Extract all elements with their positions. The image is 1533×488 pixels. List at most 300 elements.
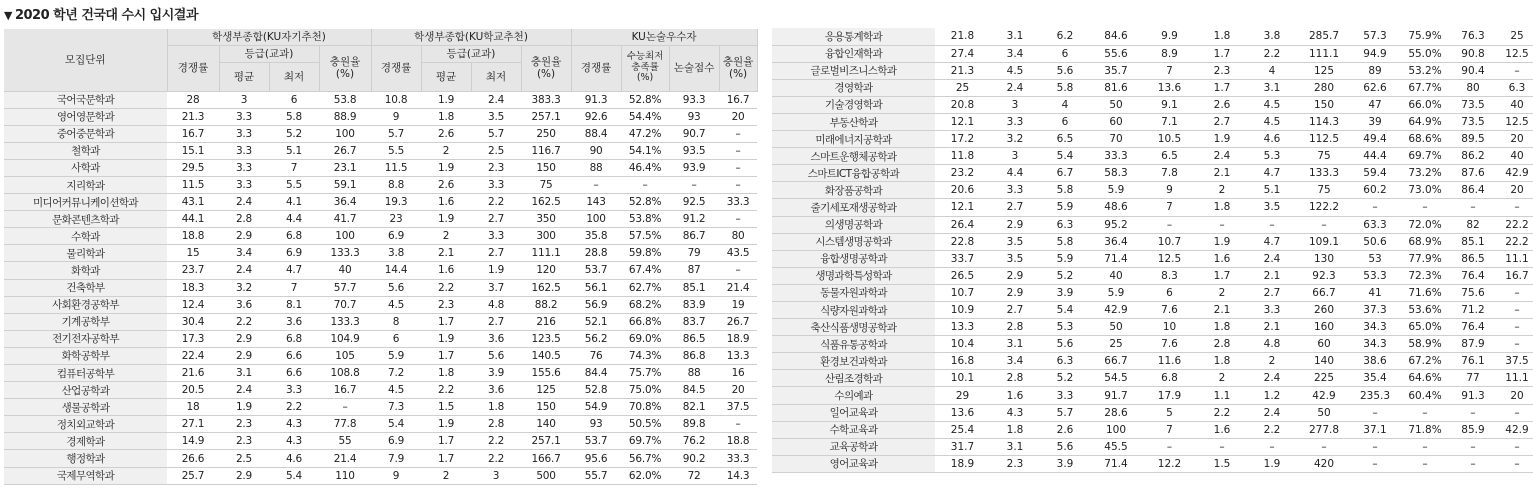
table-cell: – xyxy=(1399,455,1451,472)
table-cell: 1.7 xyxy=(421,347,471,364)
table-cell: 2 xyxy=(421,467,471,484)
table-cell: 5.6 xyxy=(371,279,421,296)
department-name: 수학과 xyxy=(4,228,167,245)
table-cell: 26.5 xyxy=(935,267,990,284)
table-cell: 7.2 xyxy=(371,365,421,382)
table-cell: 2.7 xyxy=(1197,113,1247,130)
table-cell: 88.9 xyxy=(319,108,371,125)
table-cell: 93 xyxy=(669,108,719,125)
table-cell: 38.6 xyxy=(1351,353,1399,370)
table-cell: 2.7 xyxy=(1247,284,1297,301)
table-cell: 5.8 xyxy=(1040,79,1090,96)
table-cell: 2 xyxy=(1197,182,1247,199)
table-cell: 110 xyxy=(319,467,371,484)
table-cell: 1.8 xyxy=(421,365,471,382)
table-cell: 29 xyxy=(935,387,990,404)
page-title-text: 2020 학년 건국대 수시 입시결과 xyxy=(14,8,198,23)
table-cell: 1.9 xyxy=(1197,233,1247,250)
table-cell: 56.7% xyxy=(621,450,669,467)
table-cell: 31.7 xyxy=(935,438,990,455)
table-cell: 6.3 xyxy=(1040,353,1090,370)
table-cell: 18 xyxy=(167,399,219,416)
table-row xyxy=(772,131,1533,148)
table-cell: – xyxy=(719,416,757,433)
table-cell: 11.1 xyxy=(1495,250,1533,267)
table-cell: 2.8 xyxy=(471,416,521,433)
header-fill-rate: 충원율 (%) xyxy=(521,45,571,91)
table-cell: 5.6 xyxy=(1040,336,1090,353)
table-row xyxy=(4,194,757,211)
table-cell: 6.8 xyxy=(269,228,319,245)
table-cell: 2.2 xyxy=(269,399,319,416)
table-cell: 6.6 xyxy=(269,347,319,364)
table-cell: 2.2 xyxy=(471,194,521,211)
table-row xyxy=(4,91,757,108)
table-cell: 56.9 xyxy=(571,296,621,313)
table-cell: 5.8 xyxy=(269,108,319,125)
table-cell: 3.4 xyxy=(219,245,269,262)
table-cell: 2.1 xyxy=(1197,165,1247,182)
table-cell: 89.5 xyxy=(1451,131,1495,148)
table-cell: 53 xyxy=(1351,250,1399,267)
table-cell: 36.4 xyxy=(1090,233,1142,250)
table-cell: 3.6 xyxy=(269,313,319,330)
table-cell: 2.1 xyxy=(1247,319,1297,336)
triangle-down-icon: ▼ xyxy=(4,9,12,22)
table-cell: 4.7 xyxy=(269,262,319,279)
table-cell: 53.7 xyxy=(571,433,621,450)
table-cell: 40 xyxy=(1090,267,1142,284)
table-cell: 21.6 xyxy=(167,365,219,382)
right-table-body xyxy=(772,28,1533,472)
table-cell: 3.6 xyxy=(471,382,521,399)
table-cell: 43.1 xyxy=(167,194,219,211)
table-cell: 76.2 xyxy=(669,433,719,450)
table-cell: 1.6 xyxy=(990,387,1040,404)
table-cell: 5 xyxy=(1142,404,1197,421)
table-row xyxy=(772,182,1533,199)
table-cell: 1.9 xyxy=(421,91,471,108)
table-cell: 18.8 xyxy=(167,228,219,245)
table-cell: 2.3 xyxy=(1197,62,1247,79)
table-cell: 2.9 xyxy=(219,467,269,484)
department-name: 산업공학과 xyxy=(4,382,167,399)
table-cell: 20 xyxy=(719,108,757,125)
department-name: 식량자원과학과 xyxy=(772,302,935,319)
table-cell: 55.6 xyxy=(1090,45,1142,62)
table-cell: 10.9 xyxy=(935,302,990,319)
department-name: 경제학과 xyxy=(4,433,167,450)
table-cell: – xyxy=(1297,438,1351,455)
table-cell: 71.4 xyxy=(1090,250,1142,267)
table-cell: – xyxy=(1451,199,1495,216)
table-cell: 16.7 xyxy=(167,125,219,142)
table-cell: – xyxy=(719,142,757,159)
table-cell: 162.5 xyxy=(521,194,571,211)
table-cell: 2.9 xyxy=(219,228,269,245)
table-cell: – xyxy=(1495,62,1533,79)
table-cell: 1.1 xyxy=(1197,387,1247,404)
table-cell: 50.5% xyxy=(621,416,669,433)
table-cell: 6.9 xyxy=(371,228,421,245)
table-cell: 13.3 xyxy=(719,347,757,364)
table-cell: 55 xyxy=(319,433,371,450)
table-cell: 82.1 xyxy=(669,399,719,416)
table-cell: 47.2% xyxy=(621,125,669,142)
table-cell: 1.8 xyxy=(1197,199,1247,216)
table-cell: 48.6 xyxy=(1090,199,1142,216)
table-cell: – xyxy=(319,399,371,416)
table-cell: 25 xyxy=(1090,336,1142,353)
department-name: 화학과 xyxy=(4,262,167,279)
table-cell: 235.3 xyxy=(1351,387,1399,404)
department-name: 미디어커뮤니케이션학과 xyxy=(4,194,167,211)
table-cell: 2.2 xyxy=(1197,404,1247,421)
table-cell: 3.4 xyxy=(990,353,1040,370)
table-row xyxy=(772,199,1533,216)
table-cell: 100 xyxy=(1090,421,1142,438)
department-name: 생물공학과 xyxy=(4,399,167,416)
table-cell: 3.8 xyxy=(371,245,421,262)
table-cell: 26.4 xyxy=(935,216,990,233)
table-cell: 5.9 xyxy=(1040,199,1090,216)
table-cell: 150 xyxy=(521,159,571,176)
table-row xyxy=(4,245,757,262)
table-row xyxy=(772,96,1533,113)
table-cell: 150 xyxy=(1297,96,1351,113)
table-cell: 6.8 xyxy=(269,330,319,347)
table-cell: 22.8 xyxy=(935,233,990,250)
table-cell: 69.0% xyxy=(621,330,669,347)
table-cell: 75.7% xyxy=(621,365,669,382)
department-name: 줄기세포재생공학과 xyxy=(772,199,935,216)
table-cell: 62.0% xyxy=(621,467,669,484)
table-cell: 33.3 xyxy=(1090,148,1142,165)
table-cell: 64.9% xyxy=(1399,113,1451,130)
table-cell: 4.4 xyxy=(269,211,319,228)
table-row xyxy=(4,365,757,382)
table-cell: 37.1 xyxy=(1351,421,1399,438)
header-group-essay: KU논술우수자 xyxy=(571,29,757,45)
table-cell: 67.7% xyxy=(1399,79,1451,96)
table-cell: 44.1 xyxy=(167,211,219,228)
table-cell: 3 xyxy=(471,467,521,484)
table-cell: 2.1 xyxy=(1247,267,1297,284)
table-cell: 42.9 xyxy=(1495,165,1533,182)
table-cell: 2.2 xyxy=(421,279,471,296)
table-cell: – xyxy=(1495,199,1533,216)
table-cell: 9 xyxy=(1142,182,1197,199)
table-cell: 52.8% xyxy=(621,194,669,211)
table-cell: 1.6 xyxy=(1197,421,1247,438)
table-cell: 5.7 xyxy=(1040,404,1090,421)
table-cell: 70 xyxy=(1090,131,1142,148)
table-cell: 7.1 xyxy=(1142,113,1197,130)
table-cell: 57.3 xyxy=(1351,28,1399,45)
table-cell: 2.3 xyxy=(990,455,1040,472)
table-cell: 54.1% xyxy=(621,142,669,159)
department-name: 교육공학과 xyxy=(772,438,935,455)
table-cell: 92.5 xyxy=(669,194,719,211)
table-cell: 4.8 xyxy=(1247,336,1297,353)
table-cell: 11.5 xyxy=(167,176,219,193)
table-cell: 18.9 xyxy=(935,455,990,472)
table-cell: 68.6% xyxy=(1399,131,1451,148)
table-cell: 86.4 xyxy=(1451,182,1495,199)
table-cell: 2.8 xyxy=(990,370,1040,387)
table-cell: 18.3 xyxy=(167,279,219,296)
table-cell: 2.8 xyxy=(219,211,269,228)
table-cell: 2.2 xyxy=(1247,45,1297,62)
table-cell: 216 xyxy=(521,313,571,330)
department-name: 영어교육과 xyxy=(772,455,935,472)
department-name: 환경보건과학과 xyxy=(772,353,935,370)
department-name: 행정학과 xyxy=(4,450,167,467)
department-name: 융합인재학과 xyxy=(772,45,935,62)
table-cell: 5.4 xyxy=(1040,148,1090,165)
table-cell: 2.1 xyxy=(421,245,471,262)
table-row xyxy=(4,176,757,193)
table-cell: 2.7 xyxy=(471,211,521,228)
table-cell: 3.3 xyxy=(471,228,521,245)
table-cell: 72.0% xyxy=(1399,216,1451,233)
table-cell: 125 xyxy=(1297,62,1351,79)
table-cell: 95.2 xyxy=(1090,216,1142,233)
table-cell: 7 xyxy=(1142,62,1197,79)
table-cell: 7 xyxy=(1142,199,1197,216)
table-cell: 82 xyxy=(1451,216,1495,233)
table-cell: 5.5 xyxy=(371,142,421,159)
table-cell: 5.9 xyxy=(371,347,421,364)
table-cell: 90.7 xyxy=(669,125,719,142)
table-cell: 133.3 xyxy=(1297,165,1351,182)
table-cell: 12.1 xyxy=(935,113,990,130)
table-cell: 2.3 xyxy=(421,296,471,313)
table-cell: 4.5 xyxy=(1247,113,1297,130)
table-cell: 25.7 xyxy=(167,467,219,484)
table-cell: 10.5 xyxy=(1142,131,1197,148)
table-cell: 23.7 xyxy=(167,262,219,279)
table-row xyxy=(4,433,757,450)
department-name: 문화콘텐츠학과 xyxy=(4,211,167,228)
table-cell: 71.2 xyxy=(1451,302,1495,319)
table-cell: – xyxy=(1351,199,1399,216)
table-cell: 1.5 xyxy=(1197,455,1247,472)
table-cell: 62.6 xyxy=(1351,79,1399,96)
table-cell: 86.7 xyxy=(669,228,719,245)
table-cell: 87.6 xyxy=(1451,165,1495,182)
table-cell: 3.4 xyxy=(990,45,1040,62)
table-cell: 3.7 xyxy=(471,279,521,296)
table-cell: 2.4 xyxy=(990,79,1040,96)
table-cell: 2.3 xyxy=(471,159,521,176)
table-cell: 3.1 xyxy=(990,28,1040,45)
table-cell: 5.8 xyxy=(1040,182,1090,199)
table-cell: 2.9 xyxy=(219,330,269,347)
table-cell: 2.4 xyxy=(1247,370,1297,387)
table-cell: 13.6 xyxy=(935,404,990,421)
table-cell: 83.9 xyxy=(669,296,719,313)
table-cell: 1.9 xyxy=(471,262,521,279)
table-cell: 66.8% xyxy=(621,313,669,330)
table-cell: – xyxy=(1451,438,1495,455)
table-cell: 14.9 xyxy=(167,433,219,450)
table-cell: 13.6 xyxy=(1142,79,1197,96)
table-cell: 123.5 xyxy=(521,330,571,347)
table-cell: 2.4 xyxy=(1197,148,1247,165)
table-cell: 55.0% xyxy=(1399,45,1451,62)
table-cell: 3.3 xyxy=(471,176,521,193)
table-cell: 53.8% xyxy=(621,211,669,228)
table-cell: 70.8% xyxy=(621,399,669,416)
table-cell: 85.1 xyxy=(669,279,719,296)
table-cell: 2.4 xyxy=(219,382,269,399)
table-cell: 90.2 xyxy=(669,450,719,467)
header-min: 최저 xyxy=(471,62,521,91)
table-cell: 45.5 xyxy=(1090,438,1142,455)
table-cell: – xyxy=(1351,404,1399,421)
table-cell: 49.4 xyxy=(1351,131,1399,148)
table-row xyxy=(4,330,757,347)
table-cell: 300 xyxy=(521,228,571,245)
table-cell: 260 xyxy=(1297,302,1351,319)
table-cell: 22.2 xyxy=(1495,216,1533,233)
table-cell: 88.4 xyxy=(571,125,621,142)
department-name: 중어중문학과 xyxy=(4,125,167,142)
table-cell: 35.7 xyxy=(1090,62,1142,79)
table-cell: 3.5 xyxy=(471,108,521,125)
table-cell: 4.5 xyxy=(371,296,421,313)
table-cell: 3.1 xyxy=(219,365,269,382)
header-avg: 평균 xyxy=(421,62,471,91)
table-cell: 10.1 xyxy=(935,370,990,387)
table-cell: 5.2 xyxy=(269,125,319,142)
table-cell: 66.7 xyxy=(1297,284,1351,301)
table-row xyxy=(772,421,1533,438)
header-grade: 등급(교과) xyxy=(219,45,319,62)
header-fill-rate: 충원율 (%) xyxy=(719,45,757,91)
table-cell: 3.9 xyxy=(1040,455,1090,472)
table-row xyxy=(772,336,1533,353)
table-cell: 140 xyxy=(521,416,571,433)
table-cell: 111.1 xyxy=(521,245,571,262)
table-cell: 2.9 xyxy=(990,267,1040,284)
table-row xyxy=(4,416,757,433)
table-cell: 2.4 xyxy=(471,91,521,108)
table-cell: 59.4 xyxy=(1351,165,1399,182)
table-cell: 91.3 xyxy=(1451,387,1495,404)
table-cell: 95.6 xyxy=(571,450,621,467)
table-cell: 162.5 xyxy=(521,279,571,296)
table-cell: 53.7 xyxy=(571,262,621,279)
department-name: 융합생명공학과 xyxy=(772,250,935,267)
table-cell: 2.4 xyxy=(219,194,269,211)
table-cell: 58.3 xyxy=(1090,165,1142,182)
table-cell: 250 xyxy=(521,125,571,142)
table-cell: 91.3 xyxy=(571,91,621,108)
table-row xyxy=(4,142,757,159)
table-cell: 1.7 xyxy=(1197,267,1247,284)
table-row xyxy=(4,399,757,416)
table-cell: 111.1 xyxy=(1297,45,1351,62)
table-cell: 7.8 xyxy=(1142,165,1197,182)
table-cell: 19 xyxy=(719,296,757,313)
table-cell: 6.3 xyxy=(1495,79,1533,96)
table-cell: 3.9 xyxy=(471,365,521,382)
table-cell: 10.7 xyxy=(935,284,990,301)
table-cell: 81.6 xyxy=(1090,79,1142,96)
department-name: 기술경영학과 xyxy=(772,96,935,113)
table-cell: 20.8 xyxy=(935,96,990,113)
table-cell: 7.9 xyxy=(371,450,421,467)
table-cell: 7.3 xyxy=(371,399,421,416)
table-cell: 27.1 xyxy=(167,416,219,433)
department-name: 사회환경공학부 xyxy=(4,296,167,313)
table-cell: 63.3 xyxy=(1351,216,1399,233)
table-row xyxy=(772,455,1533,472)
table-cell: 225 xyxy=(1297,370,1351,387)
table-cell: 16.7 xyxy=(719,91,757,108)
table-cell: 60 xyxy=(1297,336,1351,353)
department-name: 글로벌비즈니스학과 xyxy=(772,62,935,79)
department-name: 기계공학부 xyxy=(4,313,167,330)
table-cell: 1.2 xyxy=(1247,387,1297,404)
table-cell: 6.7 xyxy=(1040,165,1090,182)
table-cell: 3.5 xyxy=(990,250,1040,267)
table-cell: 150 xyxy=(521,399,571,416)
table-cell: 59.8% xyxy=(621,245,669,262)
table-cell: 4.8 xyxy=(471,296,521,313)
table-cell: – xyxy=(1399,404,1451,421)
table-cell: 4.6 xyxy=(269,450,319,467)
table-cell: 68.9% xyxy=(1399,233,1451,250)
table-cell: 18.9 xyxy=(719,330,757,347)
department-name: 미래에너지공학과 xyxy=(772,131,935,148)
table-cell: 4.7 xyxy=(1247,233,1297,250)
table-cell: 383.3 xyxy=(521,91,571,108)
table-cell: 67.2% xyxy=(1399,353,1451,370)
table-cell: 91.7 xyxy=(1090,387,1142,404)
table-row xyxy=(4,108,757,125)
table-cell: 33.3 xyxy=(719,450,757,467)
table-cell: 5.7 xyxy=(471,125,521,142)
table-cell: 1.8 xyxy=(1197,28,1247,45)
table-cell: 94.9 xyxy=(1351,45,1399,62)
table-cell: 76.1 xyxy=(1451,353,1495,370)
table-cell: 2.5 xyxy=(219,450,269,467)
table-cell: 1.8 xyxy=(421,108,471,125)
table-cell: 160 xyxy=(1297,319,1351,336)
table-cell: 2.2 xyxy=(421,382,471,399)
table-cell: 2.6 xyxy=(421,176,471,193)
table-row xyxy=(4,296,757,313)
table-cell: 2.3 xyxy=(219,433,269,450)
header-competition: 경쟁률 xyxy=(167,45,219,91)
table-cell: 21.4 xyxy=(719,279,757,296)
department-name: 사학과 xyxy=(4,159,167,176)
table-cell: 23.1 xyxy=(319,159,371,176)
table-cell: 11.6 xyxy=(1142,353,1197,370)
table-cell: 54.4% xyxy=(621,108,669,125)
table-cell: 6.6 xyxy=(269,365,319,382)
table-cell: 3.3 xyxy=(219,176,269,193)
table-cell: 3.3 xyxy=(990,182,1040,199)
table-cell: 6.9 xyxy=(269,245,319,262)
table-cell: 5.1 xyxy=(1247,182,1297,199)
table-cell: 2.4 xyxy=(219,262,269,279)
table-cell: 29.5 xyxy=(167,159,219,176)
table-cell: 13.3 xyxy=(935,319,990,336)
